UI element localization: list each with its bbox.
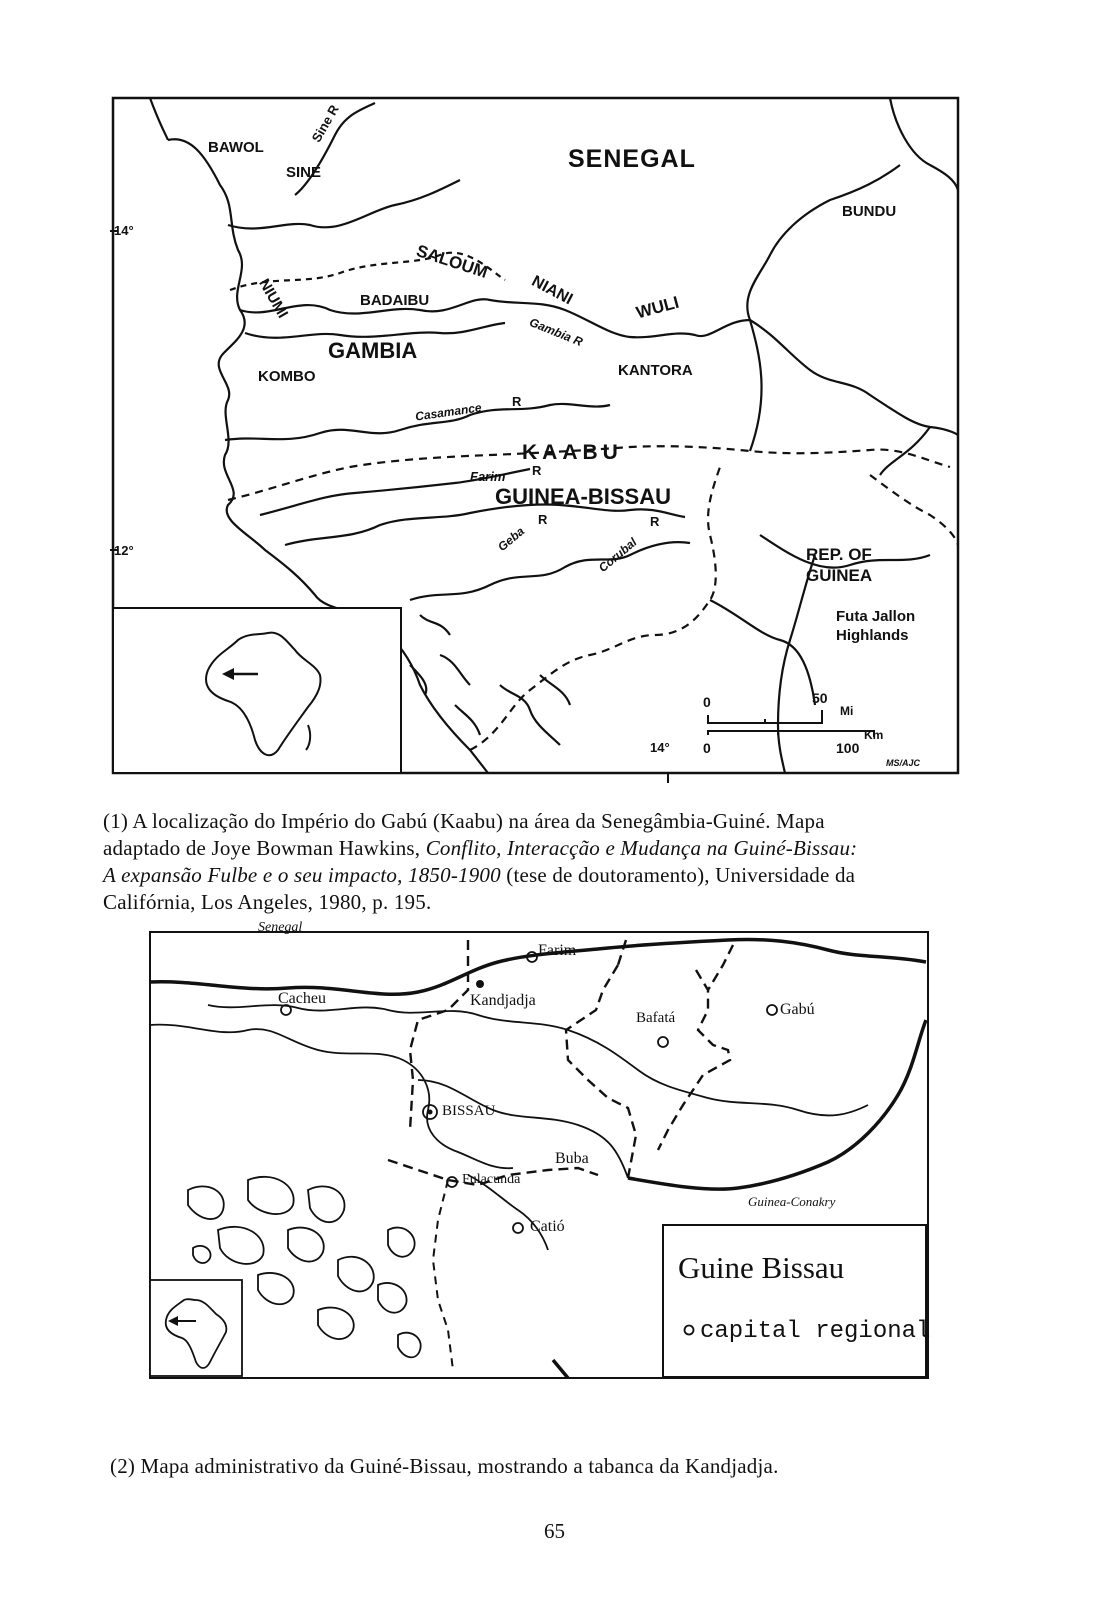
label-saloum: SALOUM [414, 241, 490, 282]
marker-gabu [767, 1005, 777, 1015]
caption-1-line-3 [103, 862, 983, 889]
label-casamance: Casamance [414, 400, 483, 424]
caption-1-line-4: Califórnia, Los Angeles, 1980, p. 195. [103, 890, 432, 914]
label-buba: Buba [555, 1150, 589, 1167]
legend-title: Guine Bissau [678, 1250, 845, 1285]
label-kaabu: KAABU [522, 441, 623, 464]
coord-lat-12: 12° [114, 543, 134, 558]
label-casamance-r: R [512, 394, 522, 409]
caption-1-line-1: (1) A localização do Império do Gabú (Kaabu) na área da Senegâmbia-Guiné. Mapa [103, 809, 825, 833]
label-kombo: KOMBO [258, 368, 316, 385]
label-guinea-bissau: GUINEA-BISSAU [495, 484, 672, 509]
label-bissau: BISSAU [442, 1103, 496, 1119]
label-futa-jallon: Futa Jallon [836, 608, 916, 625]
label-badaibu: BADAIBU [360, 292, 430, 309]
label-bawol: BAWOL [208, 139, 264, 156]
caption-1-author: adaptado de Joye Bowman Hawkins, [103, 836, 426, 860]
label-corubal-r: R [650, 514, 660, 529]
caption-1-title: Conflito, Interacção e Mudança na Guiné-Bissau: [425, 836, 858, 860]
label-geba: Geba [495, 523, 528, 555]
label-kantora: KANTORA [618, 362, 693, 379]
caption-map-1 [103, 808, 983, 916]
label-geba-r: R [538, 512, 548, 527]
label-sine: SINE [286, 164, 322, 181]
coord-lon-14: 14° [650, 740, 670, 755]
coord-lat-14: 14° [114, 223, 134, 238]
scale-mi-fifty: 50 [812, 690, 828, 706]
caption-1-line-2 [103, 835, 983, 862]
label-farim-2: Farim [538, 942, 577, 959]
label-rep-of: REP. OF [806, 545, 872, 564]
label-catio: Catió [530, 1218, 565, 1235]
caption-map-2: (2) Mapa administrativo da Guiné-Bissau, mostrando a tabanca da Kandjadja. [110, 1454, 779, 1478]
scale-mi-unit: Mi [840, 704, 854, 718]
label-farim: Farim [470, 469, 506, 484]
label-wuli: WULI [634, 292, 682, 323]
page-number: 65 [544, 1519, 565, 1543]
label-kandjadja: Kandjadja [470, 992, 536, 1009]
label-gambia-river: Gambia R [527, 315, 585, 349]
label-farim-r: R [532, 463, 542, 478]
marker-kandjadja [476, 980, 484, 988]
label-guinea-conakry: Guinea-Conakry [748, 1194, 836, 1209]
label-niani: NIANI [528, 272, 576, 309]
label-gabu: Gabú [780, 1001, 815, 1018]
marker-catio [513, 1223, 523, 1233]
label-gambia: GAMBIA [328, 338, 418, 363]
caption-1-thesis: (tese de doutoramento), Universidade da [500, 863, 856, 887]
label-highlands: Highlands [836, 627, 909, 644]
scale-km-hundred: 100 [836, 740, 860, 756]
label-senegal-2: Senegal [258, 920, 303, 935]
label-cacheu: Cacheu [278, 990, 326, 1007]
scale-mi-zero: 0 [703, 694, 711, 710]
marker-bafata [658, 1037, 668, 1047]
label-fulacunda: Fulacunda [462, 1172, 521, 1187]
label-sine-river: Sine R [308, 102, 342, 145]
caption-1-subtitle: A expansão Fulbe e o seu impacto, 1850-1900 [103, 863, 501, 887]
legend-capital-regional: capital regional [700, 1318, 931, 1345]
label-niumi: NIUMI [255, 275, 292, 322]
scale-km-zero: 0 [703, 740, 711, 756]
label-senegal: SENEGAL [568, 145, 696, 173]
label-bafata: Bafatá [636, 1010, 676, 1026]
scale-km-unit: Km [864, 728, 884, 742]
label-bundu: BUNDU [842, 203, 897, 220]
map-credit: MS/AJC [886, 758, 921, 768]
label-corubal: Corubal [595, 535, 640, 575]
label-guinea: GUINEA [806, 566, 873, 585]
